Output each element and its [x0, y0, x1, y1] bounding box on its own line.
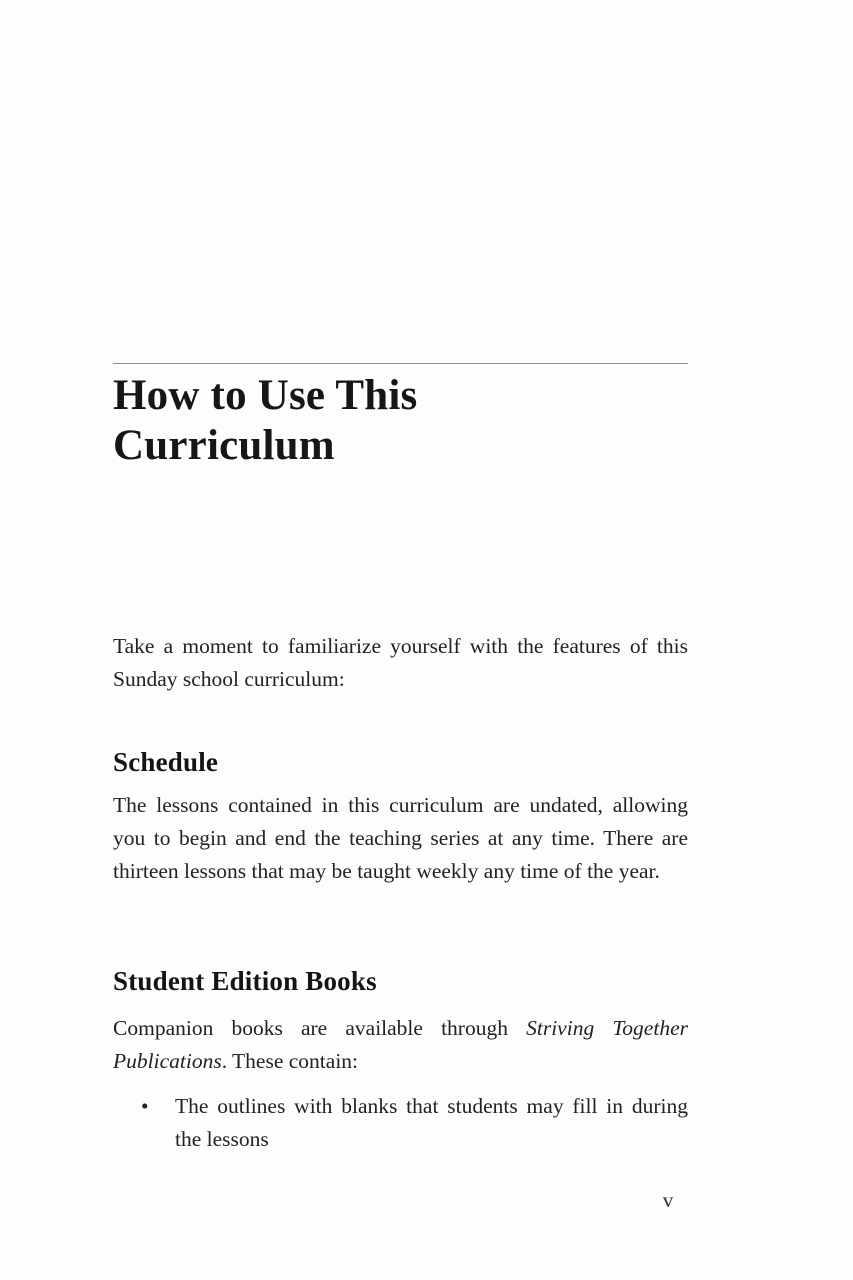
student-books-text-pre: Companion books are available through	[113, 1016, 527, 1040]
section-heading-student-edition-books: Student Edition Books	[113, 966, 377, 996]
page-title-line2: Curriculum	[113, 422, 335, 469]
student-books-paragraph	[113, 1012, 688, 1078]
schedule-paragraph: The lessons contained in this curriculum are undated, allowing you to begin and end the teaching series at any time. There are thirteen lessons that may be taught weekly any time of the year.	[113, 793, 688, 883]
bullet-item-text: The outlines with blanks that students may fill in during the lessons	[175, 1094, 688, 1151]
student-books-text-post: . These contain:	[221, 1049, 359, 1073]
page-title-line1: How to Use This	[113, 372, 418, 419]
bullet-icon: •	[141, 1094, 149, 1118]
intro-paragraph: Take a moment to familiarize yourself with the features of this Sunday school curriculum:	[113, 634, 688, 691]
page-title	[113, 371, 688, 471]
bullet-list-item	[113, 1090, 688, 1156]
publisher-name-italic: Striving Together Publications	[113, 1016, 688, 1073]
section-heading-schedule: Schedule	[113, 747, 219, 777]
page-number: v	[662, 1188, 674, 1212]
title-divider-rule	[113, 363, 688, 364]
